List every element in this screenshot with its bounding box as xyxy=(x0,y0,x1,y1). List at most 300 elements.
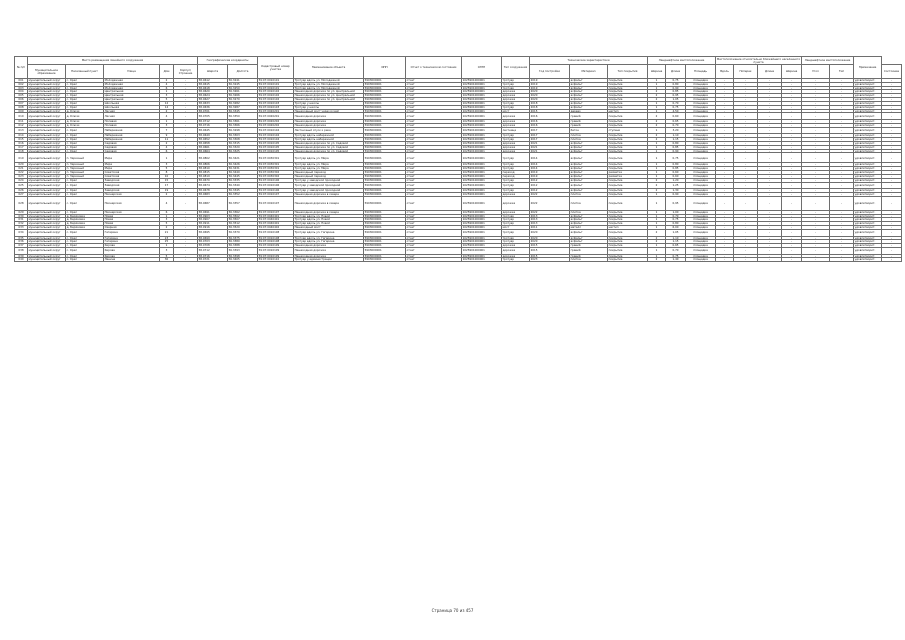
table-cell: 2019 xyxy=(530,79,570,83)
table-cell: площадка xyxy=(686,86,716,90)
table-cell: - xyxy=(758,79,782,83)
table-cell: удовлетворит. xyxy=(854,167,882,171)
table-cell: 0,90 xyxy=(666,149,686,153)
table-cell: 0,80 xyxy=(666,141,686,145)
table-cell: 56.3350 xyxy=(228,113,258,120)
table-cell: - xyxy=(802,171,830,175)
table-cell: муниципальный округ xyxy=(28,153,66,163)
table-cell: с. Орел xyxy=(66,86,104,90)
table-cell: 010 xyxy=(15,113,28,120)
table-cell: - xyxy=(782,123,802,127)
table-cell: 2018 xyxy=(530,105,570,109)
col-header: Населенный пункт xyxy=(66,65,104,79)
table-cell: 5903000001 xyxy=(364,105,406,109)
table-cell: - xyxy=(782,138,802,142)
table-cell: Кирова xyxy=(104,254,160,258)
table-cell: 5903000001 xyxy=(364,82,406,86)
table-cell: 2019 xyxy=(530,171,570,175)
table-cell: - xyxy=(802,98,830,102)
table-row xyxy=(15,182,902,189)
table-cell: 59:07:0030301 xyxy=(258,153,294,163)
table-cell: Пешеходная дорожка xyxy=(294,248,364,255)
table-cell: площадка xyxy=(686,236,716,240)
table-cell: с. Орел xyxy=(66,149,104,153)
table-cell: - xyxy=(758,101,782,105)
table-cell: 14 xyxy=(160,105,174,109)
table-cell: гравий xyxy=(570,113,608,120)
table-cell: 2 xyxy=(648,113,666,120)
col-header: Широта xyxy=(198,65,228,79)
table-cell: 56.3320 xyxy=(228,145,258,149)
table-cell: 0,75 xyxy=(666,153,686,163)
table-cell: - xyxy=(716,229,734,236)
table-cell: Мира xyxy=(104,163,160,167)
table-cell: - xyxy=(734,113,758,120)
table-cell: - xyxy=(802,193,830,197)
table-cell: - xyxy=(882,171,902,175)
table-cell: 2019 xyxy=(530,86,570,90)
table-cell: 5903000001 xyxy=(364,79,406,83)
table-cell: - xyxy=(782,248,802,255)
table-cell: - xyxy=(802,258,830,262)
table-cell: - xyxy=(830,82,854,86)
table-cell: 58.0624 xyxy=(198,94,228,98)
table-cell: с. Орел xyxy=(66,196,104,210)
table-cell: муниципальный округ xyxy=(28,105,66,109)
table-cell: 026 xyxy=(15,189,28,193)
table-cell: тротуар xyxy=(502,240,530,244)
table-cell: 1,20 xyxy=(666,178,686,182)
table-cell: 5 xyxy=(160,167,174,171)
table-cell: 58.0615 xyxy=(198,82,228,86)
table-cell: - xyxy=(716,178,734,182)
table-cell: - xyxy=(174,138,198,142)
table-cell: 5903000001 xyxy=(364,240,406,244)
table-cell: 5903000001 xyxy=(364,145,406,149)
table-cell: 029 xyxy=(15,210,28,214)
table-cell: - xyxy=(802,138,830,142)
table-cell: площадка xyxy=(686,113,716,120)
table-cell: п. Заречный xyxy=(66,171,104,175)
table-cell: удовлетворит. xyxy=(854,145,882,149)
table-cell: Гагарина xyxy=(104,236,160,240)
table-cell: Пионерская xyxy=(104,210,160,214)
table-cell: 1 xyxy=(648,109,666,113)
table-cell: покрытие xyxy=(608,254,648,258)
table-cell: Пешеходная дорожка по ул. Центральной xyxy=(294,90,364,94)
table-cell: - xyxy=(716,258,734,262)
table-cell: п. Заречный xyxy=(66,167,104,171)
table-cell: дорожка xyxy=(502,141,530,145)
table-cell: - xyxy=(174,109,198,113)
table-cell: - xyxy=(758,182,782,189)
table-cell: 1 xyxy=(648,145,666,149)
table-cell: Заводская xyxy=(104,189,160,193)
table-cell: Центральная xyxy=(104,94,160,98)
table-cell: - xyxy=(830,94,854,98)
table-cell: 1,10 xyxy=(666,236,686,240)
table-cell: 59:07:0010102 xyxy=(258,90,294,94)
table-cell: - xyxy=(716,138,734,142)
table-cell: - xyxy=(734,171,758,175)
table-cell: муниципальный округ xyxy=(28,149,66,153)
table-cell: 1 xyxy=(160,120,174,124)
table-cell: 4 xyxy=(160,196,174,210)
table-cell: - xyxy=(882,109,902,113)
table-cell: 1025901000001 xyxy=(462,182,502,189)
table-cell: муниципальный округ xyxy=(28,218,66,222)
table-cell: с. Орел xyxy=(66,90,104,94)
table-cell: 6,00 xyxy=(666,226,686,230)
table-cell: - xyxy=(782,210,802,214)
table-cell: тротуар xyxy=(502,214,530,218)
table-cell: 56.3520 xyxy=(228,226,258,230)
table-cell: 59:07:0010102 xyxy=(258,94,294,98)
table-cell: асфальт xyxy=(570,182,608,189)
table-cell: дорожка xyxy=(502,145,530,149)
table-cell: покрытие xyxy=(608,189,648,193)
table-cell: удовлетворит. xyxy=(854,82,882,86)
table-cell: асфальт xyxy=(570,90,608,94)
table-cell: 0,85 xyxy=(666,90,686,94)
table-cell: 58.0627 xyxy=(198,98,228,102)
table-cell: площадка xyxy=(686,244,716,248)
table-cell: 59:07:0010101 xyxy=(258,86,294,90)
table-cell: 0,95 xyxy=(666,94,686,98)
table-cell: асфальт xyxy=(570,141,608,145)
table-cell: - xyxy=(716,86,734,90)
table-cell: 1 xyxy=(648,141,666,145)
table-cell: отчет xyxy=(406,149,462,153)
table-cell: 1025901000001 xyxy=(462,236,502,240)
table-cell: асфальт xyxy=(570,240,608,244)
table-cell: - xyxy=(734,210,758,214)
table-cell: 58.0806 xyxy=(198,163,228,167)
table-cell: 56.3440 xyxy=(228,171,258,175)
table-cell: 58.0703 xyxy=(198,240,228,244)
table-cell: - xyxy=(758,229,782,236)
table-cell: - xyxy=(830,236,854,240)
table-cell: 1 xyxy=(160,214,174,218)
table-cell: с. Орел xyxy=(66,248,104,255)
table-cell: муниципальный округ xyxy=(28,120,66,124)
table-cell: 58.0683 xyxy=(198,193,228,197)
table-cell: гравий xyxy=(570,244,608,248)
table-cell: Молодежная xyxy=(104,82,160,86)
table-cell: - xyxy=(782,178,802,182)
table-cell: 2017 xyxy=(530,138,570,142)
table-cell: - xyxy=(882,98,902,102)
table-cell: Тротуар вдоль ул. Молодежной xyxy=(294,86,364,90)
table-cell: 2 xyxy=(160,193,174,197)
table-cell: 1025901000001 xyxy=(462,258,502,262)
table-cell: покрытие xyxy=(608,229,648,236)
table-cell: ступени xyxy=(608,127,648,134)
table-cell: муниципальный округ xyxy=(28,189,66,193)
table-cell: - xyxy=(174,240,198,244)
table-cell: Тротуар вдоль ул. Новой xyxy=(294,218,364,222)
table-cell: 2012 xyxy=(530,178,570,182)
table-cell: - xyxy=(174,94,198,98)
table-cell: 1,00 xyxy=(666,210,686,214)
table-cell: - xyxy=(830,193,854,197)
table-cell: 5903000001 xyxy=(364,236,406,240)
table-cell: - xyxy=(174,248,198,255)
table-cell: 2020 xyxy=(530,94,570,98)
table-cell: - xyxy=(882,178,902,182)
table-cell: 1025901000001 xyxy=(462,210,502,214)
table-cell: - xyxy=(782,244,802,248)
table-cell: удовлетворит. xyxy=(854,178,882,182)
table-cell: - xyxy=(830,182,854,189)
table-cell: - xyxy=(830,105,854,109)
table-cell: - xyxy=(734,222,758,226)
table-cell: тротуар xyxy=(502,189,530,193)
table-cell: 56.3366 xyxy=(228,123,258,127)
table-cell: - xyxy=(782,105,802,109)
table-cell: с. Орел xyxy=(66,101,104,105)
table-cell: - xyxy=(882,127,902,134)
table-cell: - xyxy=(882,248,902,255)
table-cell: - xyxy=(802,145,830,149)
table-cell: 58.0721 xyxy=(198,258,228,262)
table-cell: 7 xyxy=(160,127,174,134)
table-cell: площадка xyxy=(686,226,716,230)
table-cell: - xyxy=(174,101,198,105)
table-cell: 3 xyxy=(160,163,174,167)
table-cell: - xyxy=(734,193,758,197)
table-cell: - xyxy=(734,178,758,182)
table-cell: асфальт xyxy=(570,79,608,83)
table-cell: 5 xyxy=(160,254,174,258)
table-cell: - xyxy=(734,153,758,163)
table-cell: - xyxy=(716,163,734,167)
table-cell: 032 xyxy=(15,222,28,226)
table-cell: отчет xyxy=(406,167,462,171)
table-cell: 015 xyxy=(15,138,28,142)
table-cell: - xyxy=(830,127,854,134)
table-cell: - xyxy=(174,254,198,258)
col-header: Вдоль xyxy=(716,65,734,79)
table-cell: 59:07:0010106 xyxy=(258,178,294,182)
table-cell: - xyxy=(174,244,198,248)
col-header: Отчет о техническом состоянии xyxy=(406,57,462,79)
table-cell: - xyxy=(716,141,734,145)
table-cell: - xyxy=(782,109,802,113)
table-cell: площадка xyxy=(686,123,716,127)
table-cell: - xyxy=(830,101,854,105)
table-cell: Мира xyxy=(104,153,160,163)
table-cell: 0,70 xyxy=(666,248,686,255)
table-cell: муниципальный округ xyxy=(28,244,66,248)
table-cell: - xyxy=(782,174,802,178)
table-cell: тротуар xyxy=(502,105,530,109)
table-cell: 0,75 xyxy=(666,79,686,83)
table-cell: отчет xyxy=(406,98,462,102)
table-cell: д. Берёзовка xyxy=(66,218,104,222)
table-cell: 2023 xyxy=(530,258,570,262)
table-cell: дорожка xyxy=(502,90,530,94)
table-cell: 1025901000001 xyxy=(462,229,502,236)
table-cell: отчет xyxy=(406,79,462,83)
table-cell: - xyxy=(734,254,758,258)
table-cell: дорожка xyxy=(502,98,530,102)
table-cell: дорожка xyxy=(502,193,530,197)
table-cell: - xyxy=(758,120,782,124)
table-cell: дорожка xyxy=(502,254,530,258)
table-cell: - xyxy=(758,123,782,127)
table-cell: - xyxy=(882,82,902,86)
table-cell: 59:07:0030302 xyxy=(258,174,294,178)
table-cell: 56.3241 xyxy=(228,79,258,83)
group-header-coords: Географические координаты xyxy=(198,57,258,65)
table-cell: гравий xyxy=(570,248,608,255)
table-cell: - xyxy=(734,134,758,138)
table-cell: дорожка xyxy=(502,120,530,124)
table-cell: - xyxy=(802,240,830,244)
table-cell: 58.0612 xyxy=(198,79,228,83)
table-cell: 17 xyxy=(160,182,174,189)
table-cell: 2012 xyxy=(530,189,570,193)
table-cell: - xyxy=(830,123,854,127)
table-cell: муниципальный округ xyxy=(28,193,66,197)
table-cell: асфальт xyxy=(570,236,608,240)
table-cell: - xyxy=(734,105,758,109)
col-header: Площадь xyxy=(686,65,716,79)
table-cell: удовлетворит. xyxy=(854,86,882,90)
table-cell: удовлетворит. xyxy=(854,189,882,193)
table-cell: 2022 xyxy=(530,193,570,197)
table-cell: асфальт xyxy=(570,163,608,167)
table-cell: - xyxy=(174,163,198,167)
col-header: Муниципальное образование xyxy=(28,65,66,79)
table-cell: - xyxy=(716,123,734,127)
table-cell: 2015 xyxy=(530,254,570,258)
table-cell: Пешеходная дорожка xyxy=(294,254,364,258)
table-cell: асфальт xyxy=(570,214,608,218)
table-cell: - xyxy=(802,210,830,214)
table-cell: удовлетворит. xyxy=(854,229,882,236)
table-cell: удовлетворит. xyxy=(854,109,882,113)
table-cell: 034 xyxy=(15,229,28,236)
table-cell: - xyxy=(716,226,734,230)
table-cell: - xyxy=(174,196,198,210)
table-cell: отчет xyxy=(406,178,462,182)
table-cell: отчет xyxy=(406,138,462,142)
table-cell: - xyxy=(802,189,830,193)
table-cell: - xyxy=(830,141,854,145)
table-cell: площадка xyxy=(686,101,716,105)
table-cell: асфальт xyxy=(570,94,608,98)
table-cell: тротуар xyxy=(502,229,530,236)
table-cell: Пешеходная дорожка по ул. Центральной xyxy=(294,94,364,98)
table-cell: отчет xyxy=(406,229,462,236)
table-cell: 56.3370 xyxy=(228,229,258,236)
table-cell: плитка xyxy=(570,134,608,138)
table-cell: - xyxy=(716,109,734,113)
table-cell: покрытие xyxy=(608,123,648,127)
table-cell: муниципальный округ xyxy=(28,123,66,127)
table-cell: 56.3282 xyxy=(228,101,258,105)
table-cell: Гагарина xyxy=(104,240,160,244)
table-cell: - xyxy=(882,182,902,189)
table-cell: - xyxy=(802,149,830,153)
table-cell: отчет xyxy=(406,109,462,113)
table-cell: удовлетворит. xyxy=(854,226,882,230)
table-cell: площадка xyxy=(686,218,716,222)
table-cell: - xyxy=(716,171,734,175)
table-cell: 004 xyxy=(15,90,28,94)
table-cell: - xyxy=(758,149,782,153)
table-cell: 59:07:0010109 xyxy=(258,244,294,248)
table-cell: 2015 xyxy=(530,244,570,248)
table-cell: покрытие xyxy=(608,214,648,218)
table-row xyxy=(15,258,902,262)
table-cell: 031 xyxy=(15,218,28,222)
table-cell: 2020 xyxy=(530,236,570,240)
table-cell: - xyxy=(802,120,830,124)
table-cell: удовлетворит. xyxy=(854,113,882,120)
table-cell: покрытие xyxy=(608,222,648,226)
table-cell: муниципальный округ xyxy=(28,214,66,218)
table-cell: 1025901000001 xyxy=(462,113,502,120)
table-cell: 006 xyxy=(15,98,28,102)
table-cell: 2020 xyxy=(530,90,570,94)
table-cell: 2 xyxy=(648,94,666,98)
table-cell: площадка xyxy=(686,214,716,218)
table-cell: Полевая xyxy=(104,123,160,127)
table-cell: муниципальный округ xyxy=(28,145,66,149)
table-cell: 1 xyxy=(648,248,666,255)
table-cell: Пешеходная дорожка xyxy=(294,123,364,127)
table-cell: 1 xyxy=(648,163,666,167)
table-cell: 58.0802 xyxy=(198,153,228,163)
table-cell: 56.3250 xyxy=(228,86,258,90)
table-row xyxy=(15,248,902,255)
table-cell: 59:07:0020202 xyxy=(258,120,294,124)
table-cell: - xyxy=(802,141,830,145)
table-cell: 1 xyxy=(160,153,174,163)
table-cell: 1 xyxy=(648,79,666,83)
table-cell: - xyxy=(882,196,902,210)
table-cell: Пешеходная дорожка в сквере xyxy=(294,210,364,214)
table-cell: - xyxy=(830,109,854,113)
table-cell: 58.0691 xyxy=(198,210,228,214)
table-cell: - xyxy=(716,79,734,83)
table-cell: покрытие xyxy=(608,210,648,214)
table-cell: асфальт xyxy=(570,101,608,105)
table-cell: 19 xyxy=(160,189,174,193)
table-cell: 56.3388 xyxy=(228,244,258,248)
table-cell: покрытие xyxy=(608,145,648,149)
table-cell: площадка xyxy=(686,229,716,236)
table-cell: - xyxy=(782,171,802,175)
table-cell: 012 xyxy=(15,123,28,127)
table-cell: 5903000001 xyxy=(364,94,406,98)
table-cell: покрытие xyxy=(608,244,648,248)
table-cell: муниципальный округ xyxy=(28,82,66,86)
table-cell: - xyxy=(716,113,734,120)
table-cell: - xyxy=(716,82,734,86)
table-cell: 58.0670 xyxy=(198,178,228,182)
table-cell: с. Орел xyxy=(66,94,104,98)
table-cell: - xyxy=(802,113,830,120)
table-cell: - xyxy=(716,145,734,149)
table-cell: покрытие xyxy=(608,120,648,124)
table-cell: - xyxy=(716,134,734,138)
table-cell: мост xyxy=(502,109,530,113)
table-cell: муниципальный округ xyxy=(28,141,66,145)
